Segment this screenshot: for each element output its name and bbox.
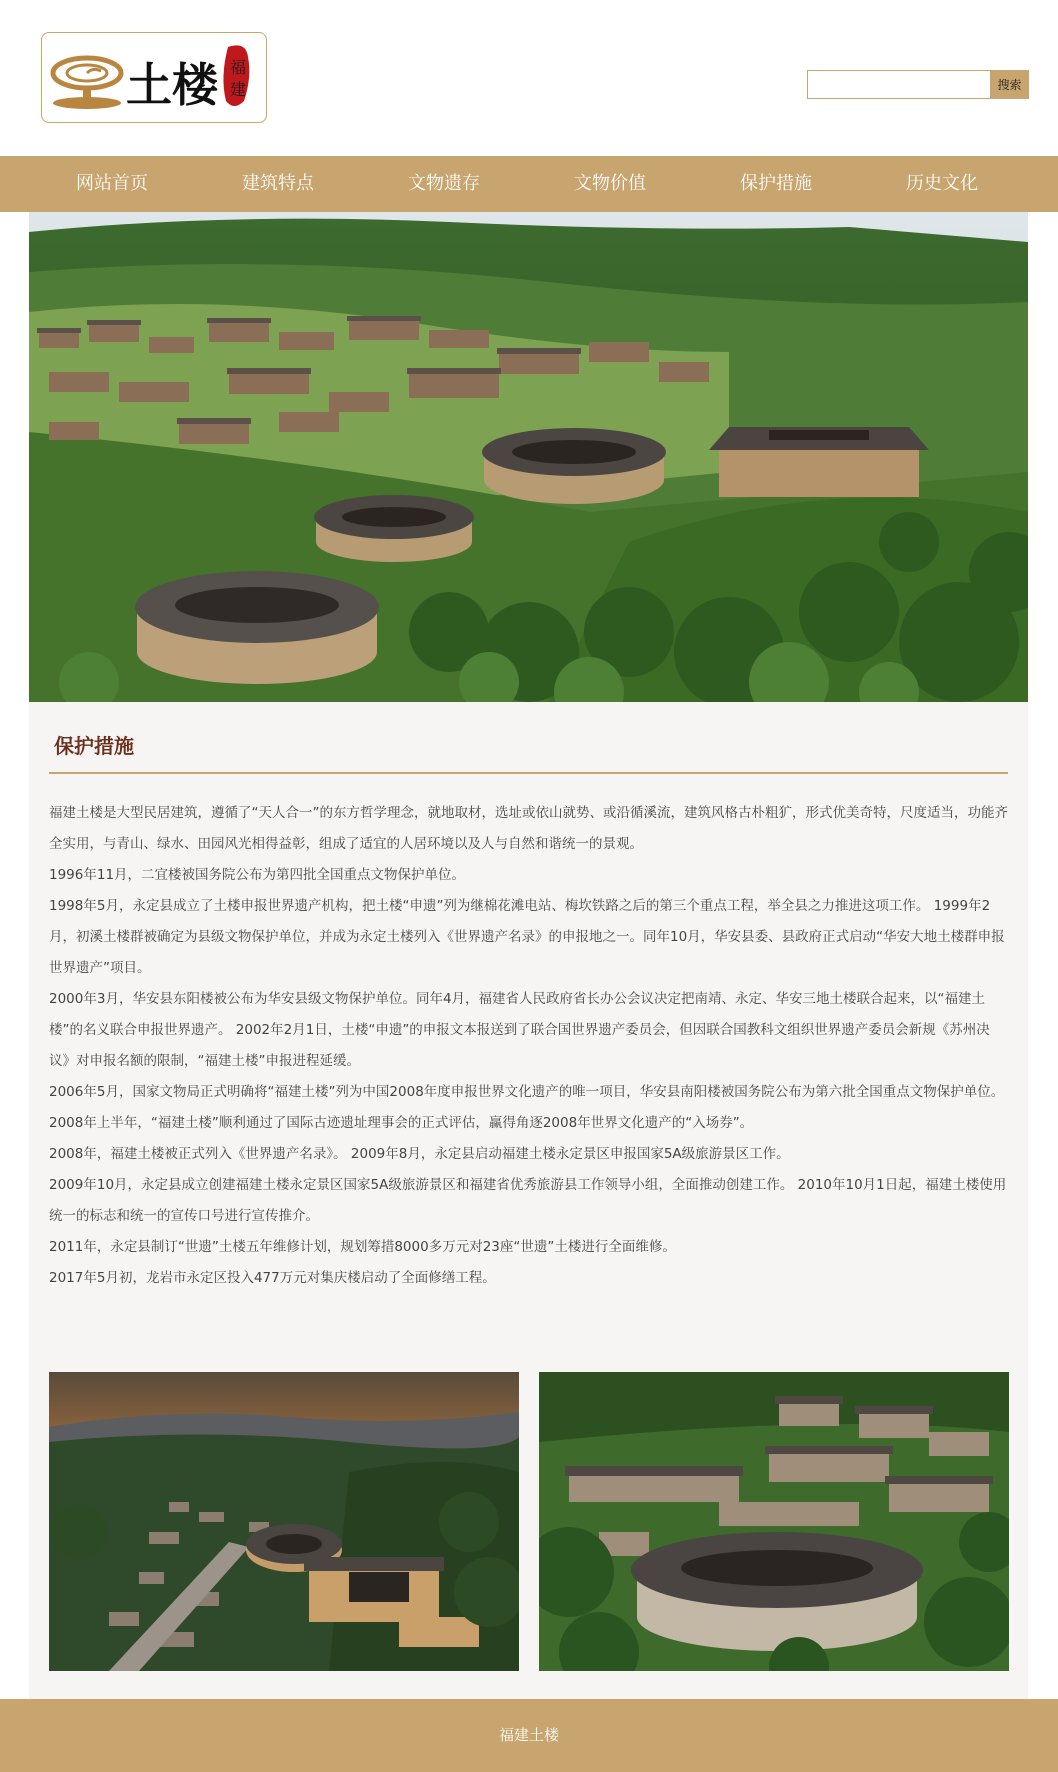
sunset-aerial-graphic xyxy=(49,1372,519,1671)
article-paragraph: 2000年3月，华安县东阳楼被公布为华安县级文物保护单位。同年4月，福建省人民政府省长办公会议决定把南靖、永定、华安三地土楼联合起来，以“福建土楼”的名义联合申报世界遗产。 2002年2月1日，土楼“申遗”的申报文本报送到了联合国世界遗产委员会，但因联合国教科文组织世界遗产委员会新规《苏州决议》对申报名额的限制，“福建土楼”申报进程延缓。 xyxy=(49,991,990,1069)
article-paragraph: 2009年10月，永定县成立创建福建土楼永定景区国家5A级旅游景区和福建省优秀旅游县工作领导小组，全面推动创建工作。 2010年10月1日起，福建土楼使用统一的标志和统一的宣传口号进行宣传推介。 xyxy=(49,1177,1007,1224)
nav-item-value[interactable]: 文物价值 xyxy=(574,173,646,194)
nav-item-relics[interactable]: 文物遗存 xyxy=(408,173,480,194)
main-nav xyxy=(0,156,1058,212)
logo-seal-top: 福 xyxy=(229,58,247,77)
page-title: 保护措施 xyxy=(54,734,134,758)
article-paragraph: 2011年，永定县制订“世遗”土楼五年维修计划，规划筹措8000多万元对23座“世遗”土楼进行全面维修。 xyxy=(49,1239,676,1255)
logo-seal-bottom: 建 xyxy=(229,80,247,99)
article-paragraph: 2008年，福建土楼被正式列入《世界遗产名录》。 2009年8月，永定县启动福建土楼永定景区申报国家5A级旅游景区工作。 xyxy=(49,1146,790,1162)
hero-image xyxy=(29,212,1028,702)
photo-sunset-aerial xyxy=(49,1372,519,1671)
site-footer xyxy=(0,1699,1058,1772)
article-paragraph: 2006年5月，国家文物局正式明确将“福建土楼”列为中国2008年度申报世界文化遗产的唯一项目，华安县南阳楼被国务院公布为第六批全国重点文物保护单位。 2008年上半年，“福建土楼”顺利通过了国际古迹遗址理事会的正式评估，赢得角逐2008年世界文化遗产的“入场券”。 xyxy=(49,1084,1005,1131)
search-button[interactable]: 搜索 xyxy=(991,70,1029,99)
tulou-emblem-icon xyxy=(53,58,121,109)
site-logo[interactable] xyxy=(41,32,267,123)
nav-item-architecture[interactable]: 建筑特点 xyxy=(242,173,314,194)
hero-landscape-graphic xyxy=(29,212,1028,702)
nav-item-home[interactable]: 网站首页 xyxy=(76,173,148,194)
footer-text: 福建土楼 xyxy=(498,1726,559,1744)
photo-round-tulou xyxy=(539,1372,1009,1671)
article-paragraph: 福建土楼是大型民居建筑，遵循了“天人合一”的东方哲学理念，就地取材，选址或依山就势、或沿循溪流，建筑风格古朴粗犷，形式优美奇特，尺度适当，功能齐全实用，与青山、绿水、田园风光相得益彰，组成了适宜的人居环境以及人与自然和谐统一的景观。 xyxy=(49,805,1008,852)
article-paragraph: 2017年5月初，龙岩市永定区投入477万元对集庆楼启动了全面修缮工程。 xyxy=(49,1270,496,1286)
nav-item-protection[interactable]: 保护措施 xyxy=(740,173,812,194)
main-content xyxy=(29,212,1028,1699)
logo-text: 土楼 xyxy=(126,58,218,112)
article-body xyxy=(49,798,1009,1294)
round-tulou-graphic xyxy=(539,1372,1009,1671)
site-header xyxy=(0,0,1058,156)
nav-item-history[interactable]: 历史文化 xyxy=(906,173,978,194)
title-divider xyxy=(49,772,1008,774)
article-paragraph: 1996年11月，二宜楼被国务院公布为第四批全国重点文物保护单位。 xyxy=(49,867,466,883)
search-box xyxy=(807,70,1029,99)
logo-graphic xyxy=(42,33,267,123)
article-paragraph: 1998年5月，永定县成立了土楼申报世界遗产机构，把土楼“申遗”列为继棉花滩电站、梅坎铁路之后的第三个重点工程，举全县之力推进这项工作。 1999年2月，初溪土楼群被确定为县级文物保护单位，并成为永定土楼列入《世界遗产名录》的申报地之一。同年10月，华安县委、县政府正式启动“华安大地土楼群申报世界遗产”项目。 xyxy=(49,898,1005,976)
search-input[interactable] xyxy=(807,70,991,99)
seal-stamp-icon xyxy=(223,45,249,106)
